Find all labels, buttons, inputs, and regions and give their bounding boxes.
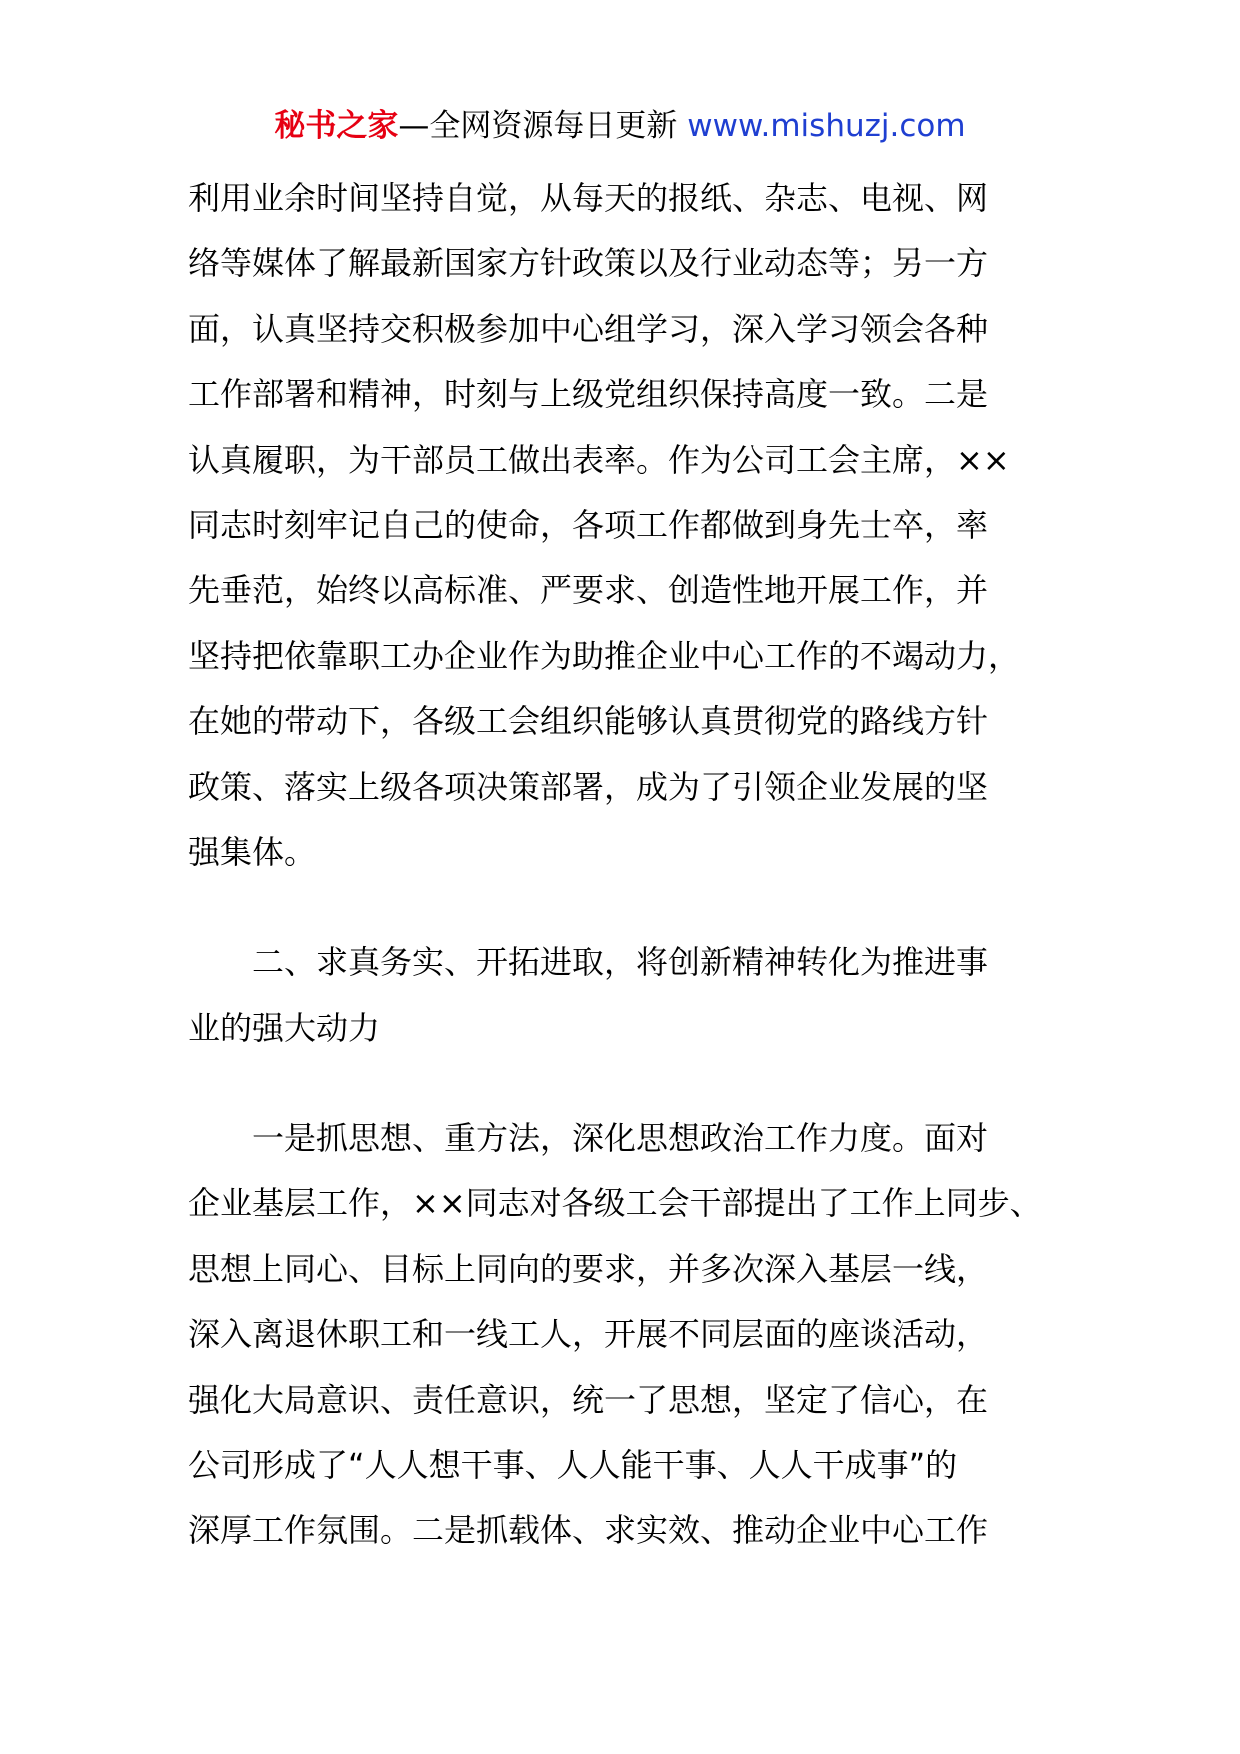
section-heading: [188, 930, 1088, 1061]
site-url[interactable]: www.mishuzj.com: [687, 108, 966, 144]
text-line: 一是抓思想、重方法，深化思想政治工作力度。面对: [188, 1119, 989, 1158]
brand-name: 秘书之家: [274, 108, 399, 144]
text-line: 政策、落实上级各项决策部署，成为了引领企业发展的坚: [188, 767, 989, 806]
paragraph-3: [188, 1106, 1088, 1564]
text-line: 同志时刻牢记自己的使命，各项工作都做到身先士卒，率: [188, 505, 989, 544]
header-tagline: —全网资源每日更新: [398, 108, 688, 144]
text-line: 坚持把依靠职工办企业作为助推企业中心工作的不竭动力，: [188, 636, 1021, 675]
heading-line: 业的强大动力: [188, 1008, 381, 1047]
text-line: 强集体。: [188, 832, 317, 871]
watermark-header: [0, 100, 1240, 152]
text-line: 公司形成了“人人想干事、人人能干事、人人干成事”的: [188, 1446, 958, 1485]
text-line: 面，认真坚持交积极参加中心组学习，深入学习领会各种: [188, 309, 989, 348]
paragraph-spacer: [188, 885, 1088, 930]
text-line: 强化大局意识、责任意识，统一了思想，坚定了信心，在: [188, 1380, 989, 1419]
text-line: 深厚工作氛围。二是抓载体、求实效、推动企业中心工作: [188, 1511, 989, 1550]
paragraph-spacer: [188, 1061, 1088, 1106]
text-line: 络等媒体了解最新国家方针政策以及行业动态等；另一方: [188, 244, 989, 283]
text-line: 先垂范，始终以高标准、严要求、创造性地开展工作，并: [188, 571, 989, 610]
text-line: 工作部署和精神，时刻与上级党组织保持高度一致。二是: [188, 375, 989, 414]
text-line: 利用业余时间坚持自觉，从每天的报纸、杂志、电视、网: [188, 179, 989, 217]
paragraph-1: [188, 166, 1088, 885]
text-line: 企业基层工作，××同志对各级工会干部提出了工作上同步、: [188, 1184, 1042, 1223]
text-line: 认真履职，为干部员工做出表率。作为公司工会主席，××: [188, 440, 1010, 479]
heading-line: 二、求真务实、开拓进取，将创新精神转化为推进事: [188, 943, 989, 982]
text-line: 在她的带动下，各级工会组织能够认真贯彻党的路线方针: [188, 702, 989, 741]
text-line: 思想上同心、目标上同向的要求，并多次深入基层一线，: [188, 1249, 989, 1288]
document-body: [188, 166, 1088, 1564]
text-line: 深入离退休职工和一线工人，开展不同层面的座谈活动，: [188, 1315, 989, 1354]
